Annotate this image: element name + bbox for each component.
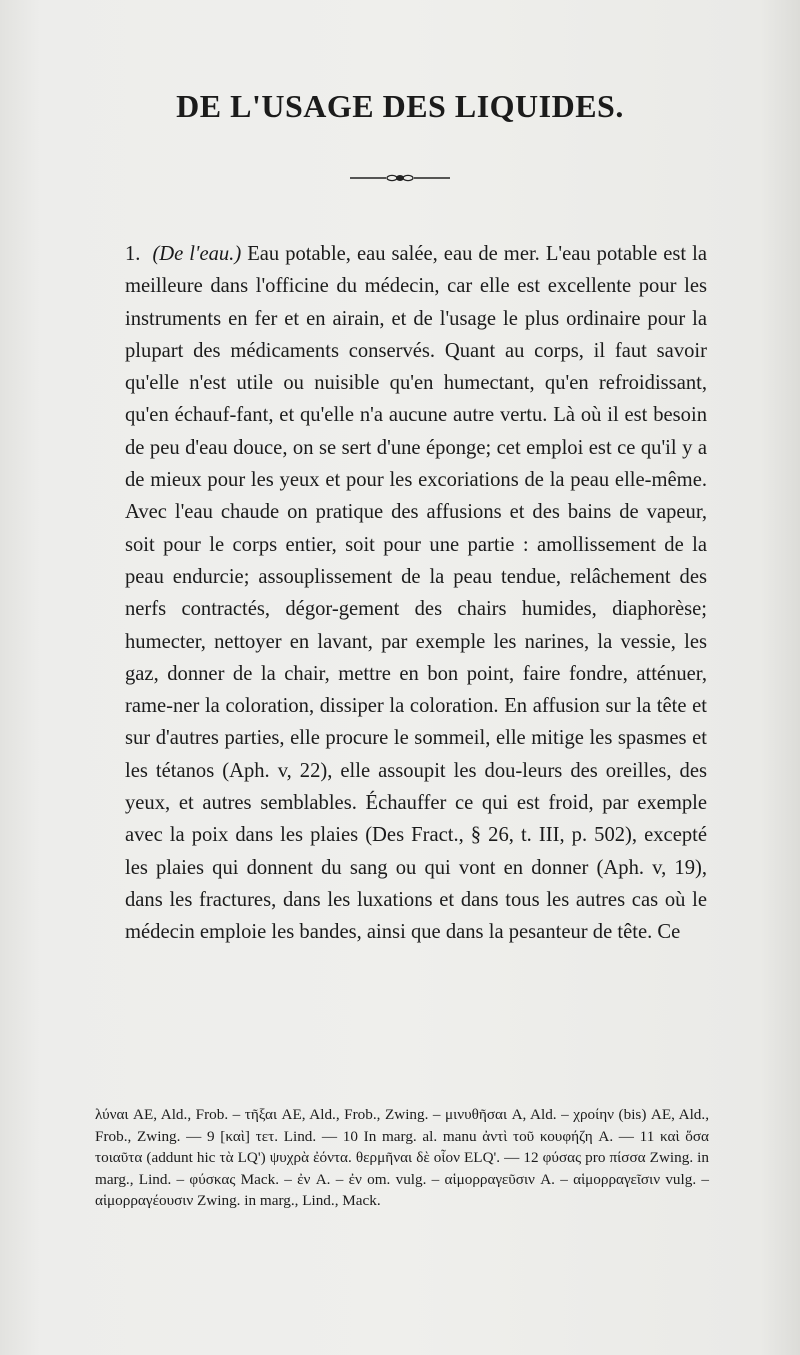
body-text: Eau potable, eau salée, eau de mer. L'eau potable est la meilleure dans l'officine du médecin, car elle est excellente pour les instruments en fer et en airain, et de l'usage le plus ordinaire pour la plupart des médicaments conservés. Quant au corps, il faut savoir qu'elle n'est utile ou nuisible qu'en humectant, qu'en refroidissant, qu'en échauf-fant, et qu'elle n'a aucune autre vertu. Là où il est besoin de peu d'eau douce, on se sert d'une éponge; cet emploi est ce qu'il y a de mieux pour les yeux et pour les excoriations de la peau elle-même. Avec l'eau chaude on pratique des affusions et des bains de vapeur, soit pour le corps entier, soit pour une partie : amollissement de la peau endurcie; assouplissement de la peau tendue, relâchement des nerfs contractés, dégor-gement des chairs humides, diaphorèse; humecter, nettoyer en lavant, par exemple les narines, la vessie, les gaz, donner de la chair, mettre en bon point, faire fondre, atténuer, rame-ner la coloration, dissiper la coloration. En affusion sur la tête et sur d'autres parties, elle procure le sommeil, elle mitige les spasmes et les tétanos (Aph. v, 22), elle assoupit les dou-leurs des oreilles, des yeux, et autres semblables. Échauffer ce qui est froid, par exemple avec la poix dans les plaies (Des Fract., § 26, t. III, p. 502), excepté les plaies qui donnent du sang ou qui vont en donner (Aph. v, 19), dans les fractures, dans les luxations et dans tous les autres cas où le médecin emploie les bandes, ainsi que dans la pesanteur de tête. Ce: [125, 243, 708, 944]
paragraph: [125, 238, 707, 949]
body-text-block: [125, 238, 707, 949]
section-number: 1.: [125, 243, 141, 265]
section-label: (De l'eau.): [152, 243, 242, 265]
footnotes: [95, 1104, 709, 1212]
ornament-divider: [350, 172, 450, 184]
footnote-text: λύναι AE, Ald., Frob. – τῆξαι AE, Ald., Frob., Zwing. – μινυθῆσαι A, Ald. – χροίην (bis) AE, Ald., Frob., Zwing. — 9 [καὶ] τετ. Lind. — 10 In marg. al. manu ἀντὶ τοῦ κουφήζη A. — 11 καὶ ὅσα τοιαῦτα (addunt hic τὰ LQ') ψυχρὰ ἐόντα. θερμῆναι δὲ οἷον ELQ'. — 12 φύσας pro πίσσα Zwing. in marg., Lind. – φύσκας Mack. – ἐν A. – ἐν om. vulg. – αἱμορραγεῦσιν A. – αἱμορραγεῖσιν vulg. – αἱμορραγέουσιν Zwing. in marg., Lind., Mack.: [95, 1106, 709, 1210]
page-title: DE L'USAGE DES LIQUIDES.: [176, 88, 624, 124]
